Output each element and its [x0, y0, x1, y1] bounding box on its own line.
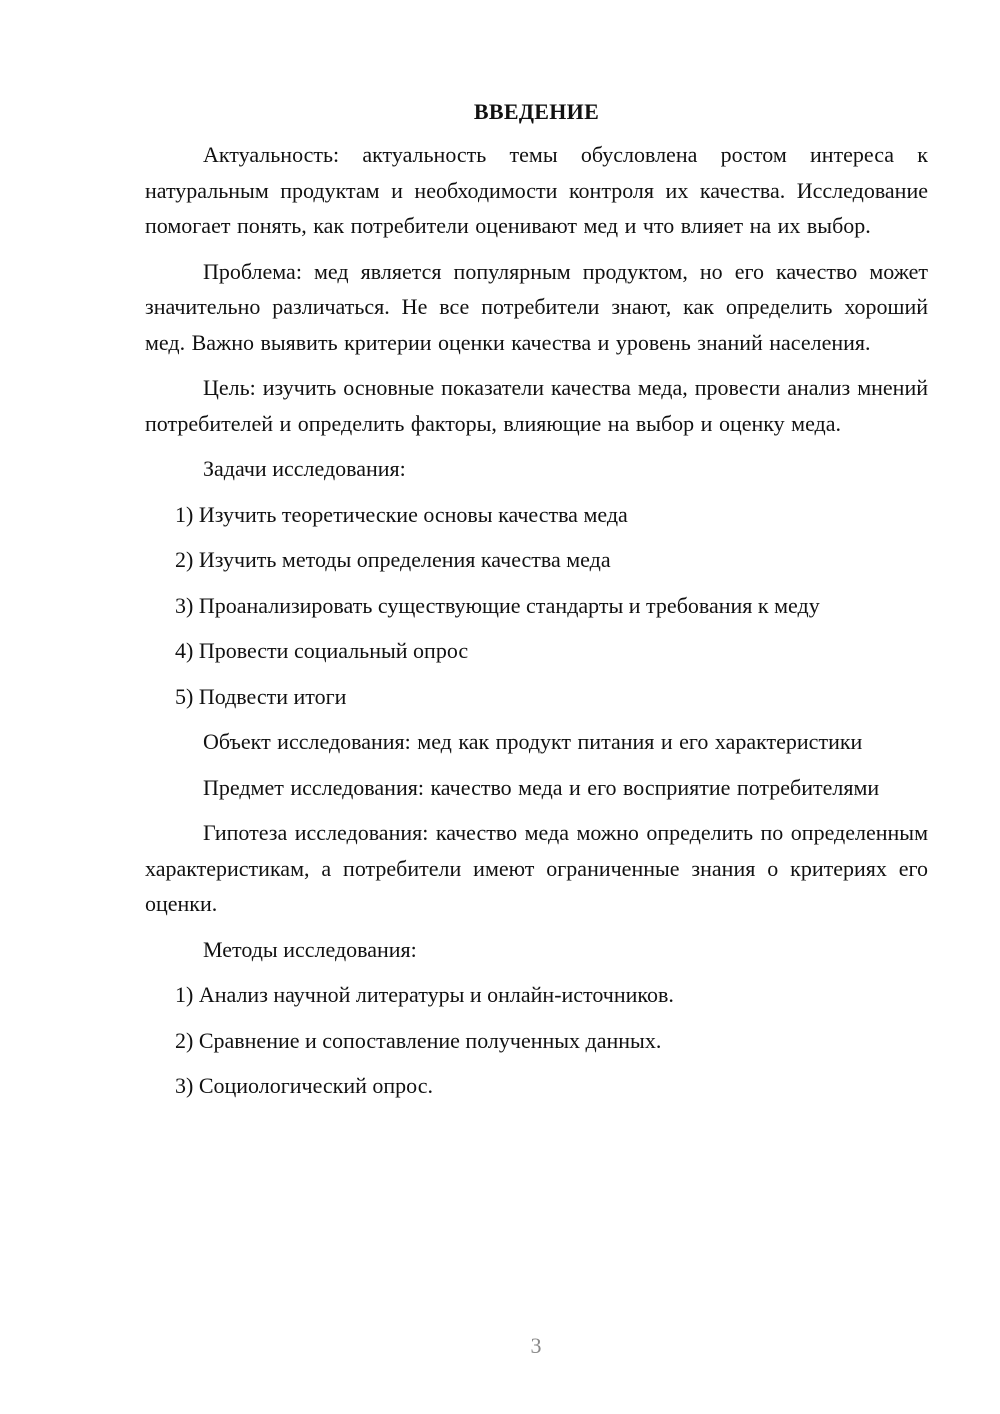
- list-item: 2) Сравнение и сопоставление полученных данных.: [175, 1027, 662, 1053]
- list-item: 5) Подвести итоги: [175, 683, 347, 709]
- methods-list: [145, 977, 928, 1104]
- relevance-paragraph: Актуальность: актуальность темы обусловлена ростом интереса к натуральным продуктам и необходимости контроля их качества. Исследование помогает понять, как потребители оценивают мед и что влияет на их выбор.: [145, 142, 928, 238]
- problem-paragraph: Проблема: мед является популярным продуктом, но его качество может значительно различаться. Не все потребители знают, как определить хороший мед. Важно выявить критерии оценки качества и уровень знаний населения.: [145, 258, 928, 355]
- goal-paragraph: Цель: изучить основные показатели качества меда, провести анализ мнений потребителей и определить факторы, влияющие на выбор и оценку меда.: [145, 375, 928, 436]
- hypothesis-paragraph: Гипотеза исследования: качество меда можно определить по определенным характеристикам, а потребители имеют ограниченные знания о критериях его оценки.: [145, 820, 928, 916]
- methods-label: Методы исследования:: [203, 936, 417, 962]
- tasks-list: [145, 497, 928, 715]
- tasks-label: Задачи исследования:: [203, 456, 406, 481]
- list-item: 2) Изучить методы определения качества меда: [175, 547, 611, 572]
- page-content: [145, 97, 928, 1114]
- subject-paragraph: Предмет исследования: качество меда и его восприятие потребителями: [203, 774, 880, 800]
- list-item: 3) Проанализировать существующие стандарты и требования к меду: [175, 592, 820, 618]
- section-heading: ВВЕДЕНИЕ: [473, 99, 600, 124]
- list-item: 3) Социологический опрос.: [175, 1073, 433, 1098]
- list-item: 1) Изучить теоретические основы качества меда: [175, 501, 628, 527]
- object-paragraph: Объект исследования: мед как продукт питания и его характеристики: [203, 729, 863, 754]
- list-item: 4) Провести социальный опрос: [175, 638, 469, 663]
- list-item: 1) Анализ научной литературы и онлайн-источников.: [175, 982, 674, 1007]
- page-number: 3: [530, 1333, 542, 1358]
